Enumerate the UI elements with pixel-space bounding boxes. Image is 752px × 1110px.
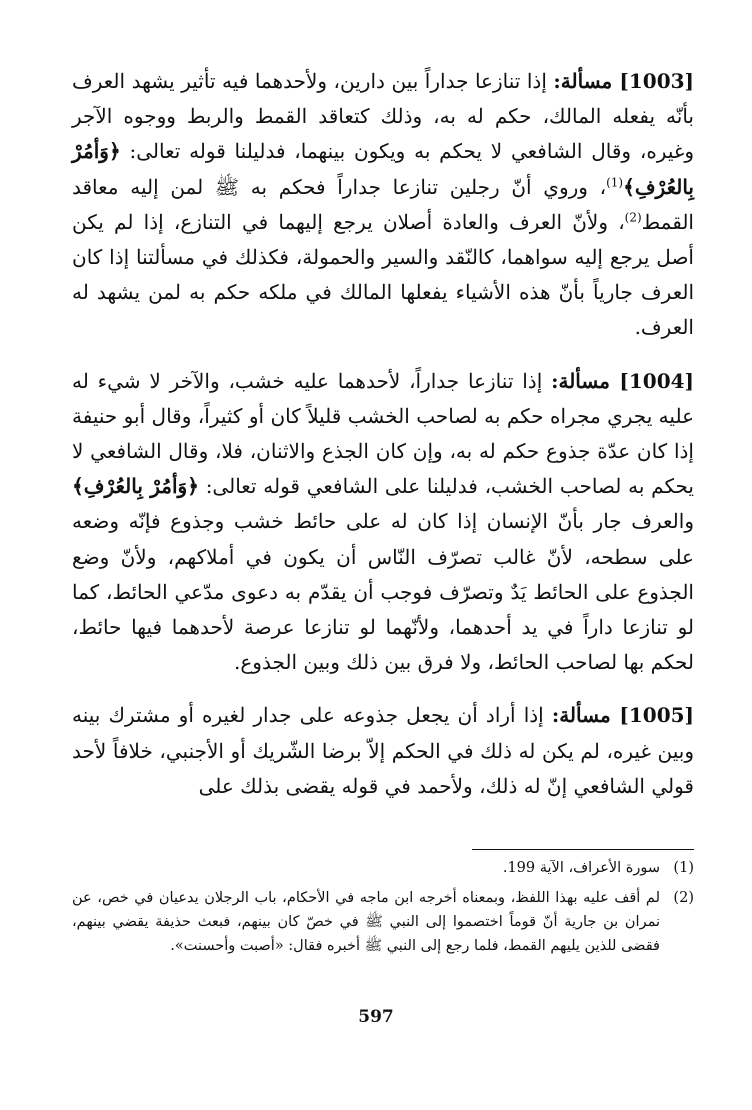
quran-quote: ﴿وَأمُرْ بِالعُرْفِ﴾ bbox=[72, 139, 694, 199]
footnotes bbox=[72, 856, 694, 964]
paragraph-text: إذا أراد أن يجعل جذوعه على جدار لغيره أو مشترك بينه وبين غيره، لم يكن له ذلك في الحكم إلاّ برضا الشّريك أو الأجنبي، خلافاً لأحد قولي الشافعي إنّ له ذلك، ولأحمد في قوله يقضى بذلك على bbox=[72, 703, 694, 798]
issue-heading: [1003] مسألة: bbox=[553, 69, 694, 93]
footnote-text: لم أقف عليه بهذا اللفظ، وبمعناه أخرجه ابن ماجه في الأحكام، باب الرجلان يدعيان في خص، عن نمران بن جارية أنّ قوماً اختصموا إلى النبي ﷺ في خصّ كان بينهم، فبعث حذيفة يقضي بينهم، فقضى للذين يليهم القمط، فلما رجع إلى النبي ﷺ أخبره فقال: «أصبت وأحسنت». bbox=[72, 890, 660, 954]
quran-quote: ﴿وَأمُرْ بِالعُرْفِ﴾ bbox=[72, 474, 199, 499]
paragraph-text: والعرف جار بأنّ الإنسان إذا كان له على حائط خشب وجذوع فإنّه وضعه على سطحه، لأنّ غالب تصرّف النّاس أن يكون في أملاكهم، ولأنّ وضع الجذوع على الحائط يَدٌ وتصرّف فوجب أن يقدّم به دعوى مدّعي الحائط، كما لو تنازعا داراً في يد أحدهما، ولأنّهما لو تنازعا عرصة لأحدهما فيها حائط، لحكم بها لصاحب الحائط، ولا فرق بين ذلك وبين الجذوع. bbox=[72, 509, 694, 675]
paragraph-text: إذا تنازعا جداراً بين دارين، ولأحدهما فيه تأثير يشهد العرف بأنّه يفعله المالك، حكم له به، وذلك كتعاقد القمط والربط ووجوه الآجر وغيره، وقال الشافعي لا يحكم به ويكون بينهما، فدليلنا قوله تعالى: bbox=[72, 69, 694, 164]
issue-heading: [1004] مسألة: bbox=[551, 368, 694, 393]
footnote-1 bbox=[72, 856, 694, 880]
main-text bbox=[72, 64, 694, 804]
footnote-ref-1[interactable]: (1) bbox=[606, 174, 624, 189]
footnote-number: (2) bbox=[673, 890, 694, 906]
footnote-2 bbox=[72, 886, 694, 958]
footnote-ref-2[interactable]: (2) bbox=[624, 210, 642, 225]
issue-heading: [1005] مسألة: bbox=[551, 703, 694, 728]
issue-1004 bbox=[72, 364, 694, 681]
footnote-number: (1) bbox=[673, 860, 694, 876]
issue-1003 bbox=[72, 64, 694, 346]
paragraph-text: إذا تنازعا جداراً، لأحدهما عليه خشب، والآخر لا شيء له عليه يجري مجراه حكم به لصاحب الخشب قليلاً كان أو كثيراً، وقال أبو حنيفة إذا كان عدّة جذوع حكم له به، وإن كان الجذع والاثنان، فلا، وقال الشافعي لا يحكم به لصاحب الخشب، فدليلنا على الشافعي قوله تعالى: bbox=[72, 368, 694, 499]
paragraph-text: ، وروي أنّ رجلين تنازعا جداراً فحكم به ﷺ لمن إليه معاقد القمط bbox=[72, 174, 694, 234]
paragraph-text: ، ولأنّ العرف والعادة أصلان يرجع إليهما في التنازع، إذا لم يكن أصل يرجع إليه سواهما، كالنّقد والسير والحمولة، فكذلك في مسألتنا إذا كان العرف جارياً بأنّ هذه الأشياء يفعلها المالك في ملكه حكم به لمن يشهد له العرف. bbox=[72, 209, 695, 340]
footnote-separator bbox=[472, 849, 694, 850]
issue-1005 bbox=[72, 698, 694, 804]
footnote-text: سورة الأعراف، الآية 199. bbox=[502, 860, 660, 876]
page-number: 597 bbox=[358, 1007, 394, 1027]
